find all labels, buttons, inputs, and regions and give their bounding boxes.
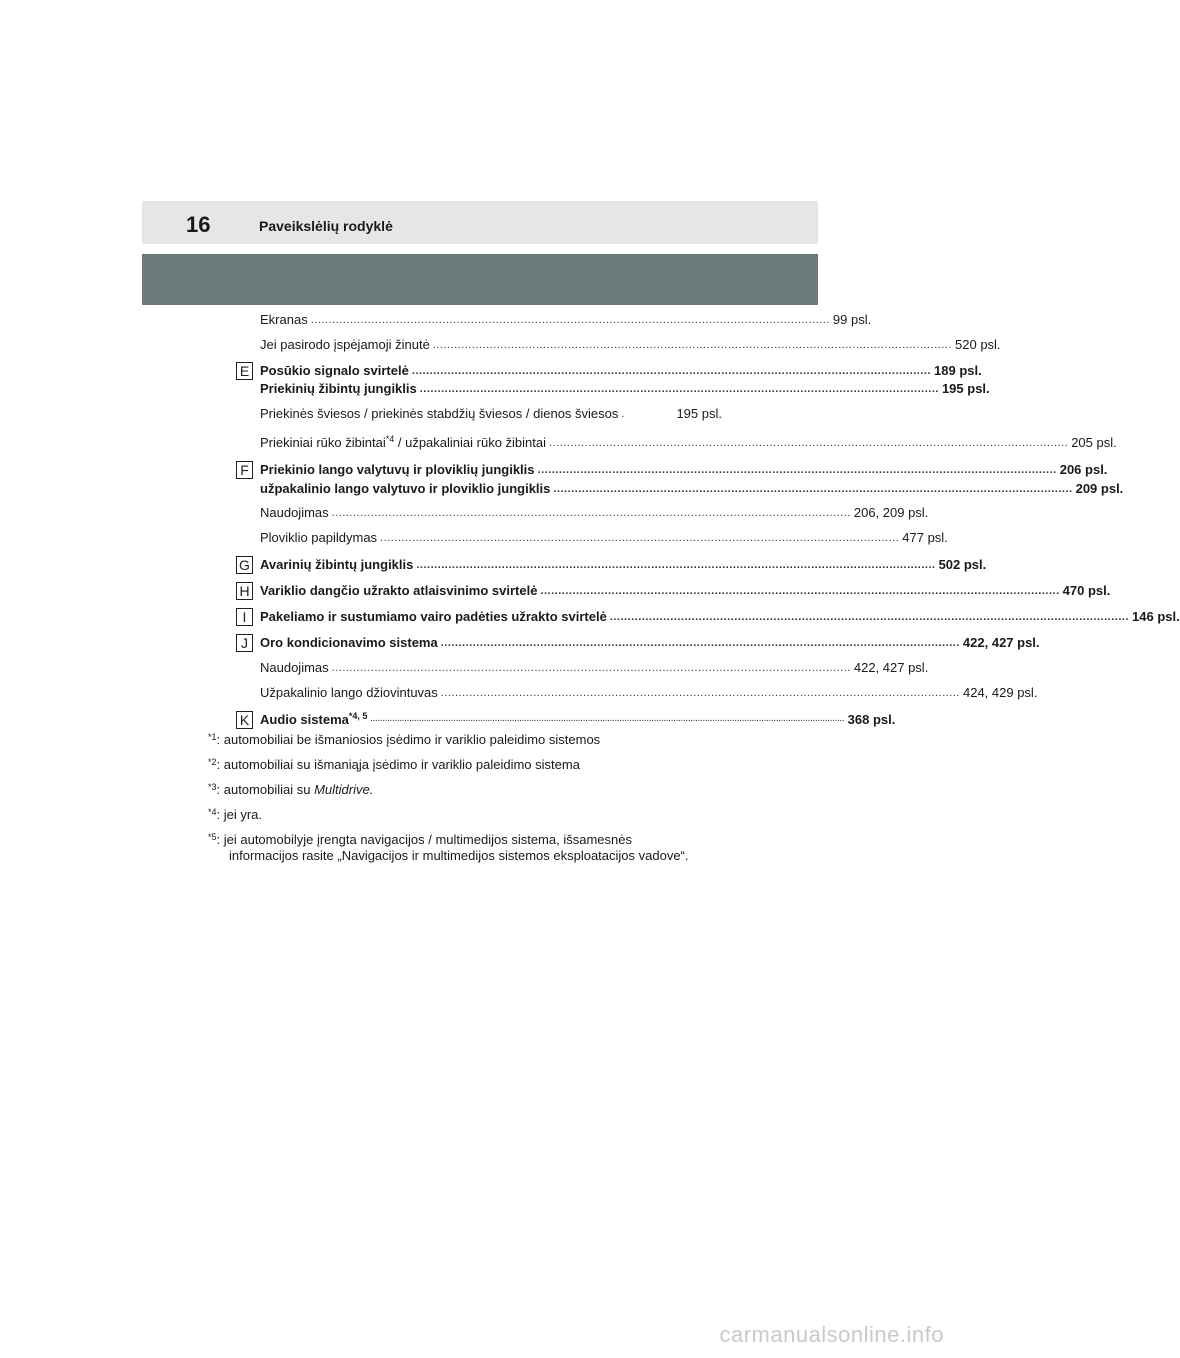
toc-entry-text: Jei pasirodo įspėjamoji žinutė [260,337,430,352]
toc-entry-page: 502 psl. [938,557,987,572]
toc-entry-page: 209 psl. [1075,481,1124,496]
toc-entry[interactable]: Priekiniai rūko žibintai$^{*4}$ / užpakaliniai rūko žibintai .................................................................................................................................................. 205 psl. [236,433,722,451]
toc-entry[interactable]: Priekinių žibintų jungiklis .................................................................................................................................................. 195 psl. [236,379,722,397]
toc-entry-text: Užpakalinio lango džiovintuvas [260,685,438,700]
toc-entry-page: 477 psl. [902,530,948,545]
toc-entry[interactable]: Pakeliamo ir sustumiamo vairo padėties užrakto svirtelė .................................................................................................................................................. 146 psl. [236,607,722,625]
toc-entry-text: Ploviklio papildymas [260,530,378,545]
footnote-mark: *1 [208,732,217,742]
toc-entry[interactable]: Naudojimas .................................................................................................................................................. 206, 209 psl. [236,503,722,521]
toc-entry-text: Naudojimas [260,505,329,520]
section-bar [142,254,818,305]
toc-entry-page: 99 psl. [832,312,872,327]
toc-entry[interactable]: Priekinės šviesos / priekinės stabdžių šviesos / dienos šviesos . 195 psl. [236,404,722,422]
toc-entry[interactable]: Užpakalinio lango džiovintuvas .................................................................................................................................................. 424, 429 psl. [236,683,722,701]
toc-entry-text: Priekinių žibintų jungiklis [260,381,417,396]
toc-entry-text: Pakeliamo ir sustumiamo vairo padėties užrakto svirtelė [260,609,607,624]
header-band [142,201,818,244]
footnote: $^{*5}$: jei automobilyje įrengta navigacijos / multimedijos sistema, išsamesnės informacijos rasite „Navigacijos ir multimedijos sistemos eksploatacijos vadove“. [208,832,689,863]
toc-entry-page: 195 psl. [676,406,722,421]
toc-entry-text: Priekiniai rūko žibintai$^{*4}$ / užpakaliniai rūko žibintai [260,434,546,450]
toc-entry[interactable]: užpakalinio lango valytuvo ir ploviklio jungiklis .................................................................................................................................................. 209 psl. [236,479,722,497]
toc-entry-text: Audio sistema$^{*4, 5}$ [260,711,368,727]
footnote-mark: *5 [208,832,217,842]
toc-entry-page: 422, 427 psl. [853,660,929,675]
footnote-mark: *3 [208,782,217,792]
toc-entry-page: 189 psl. [934,363,982,378]
footnote: $^{*3}$: automobiliai su Multidrive. [208,782,374,797]
toc-entry-page: 520 psl. [955,337,1001,352]
toc-entry-page: 206, 209 psl. [853,505,929,520]
toc-entry-page: 470 psl. [1062,583,1111,598]
toc-entry-text: užpakalinio lango valytuvo ir ploviklio jungiklis [260,481,551,496]
section-marker-e: E [236,362,253,380]
footnote: $^{*2}$: automobiliai su išmaniąja įsėdimo ir variklio paleidimo sistema [208,757,580,772]
toc-entry[interactable]: Ploviklio papildymas .................................................................................................................................................. 477 psl. [236,528,722,546]
section-marker-i: I [236,608,253,626]
toc-entry-page: 205 psl. [1071,435,1117,450]
toc-entry-page: 206 psl. [1059,462,1108,477]
section-marker-k: K [236,711,253,729]
toc-entry-text: Priekinės šviesos / priekinės stabdžių šviesos / dienos šviesos [260,406,619,421]
toc-entry[interactable]: Variklio dangčio užrakto atlaisvinimo svirtelė .................................................................................................................................................. 470 psl. [236,581,722,599]
section-marker-f: F [236,461,253,479]
watermark: carmanualsonline.info [719,1322,944,1347]
toc-entry-text: Naudojimas [260,660,329,675]
toc-entry[interactable]: Naudojimas .................................................................................................................................................. 422, 427 psl. [236,658,722,676]
toc-entry-text: Oro kondicionavimo sistema [260,635,438,650]
toc-entry-text: Priekinio lango valytuvų ir ploviklių jungiklis [260,462,535,477]
toc-entry-page: 424, 429 psl. [962,685,1038,700]
section-marker-j: J [236,634,253,652]
section-marker-g: G [236,556,253,574]
toc-entry-page: 422, 427 psl. [962,635,1040,650]
toc-entry-text: Variklio dangčio užrakto atlaisvinimo svirtelė [260,583,538,598]
footnote: $^{*4}$: jei yra. [208,807,263,822]
toc-entry-page: 146 psl. [1132,609,1180,624]
toc-entry-text: Ekranas [260,312,308,327]
toc-entry-text: Posūkio signalo svirtelė [260,363,409,378]
footnote-ref: *4 [385,434,395,444]
toc-entry[interactable]: Ekranas .................................................................................................................................................. 99 psl. [236,310,722,328]
toc-entry[interactable]: Jei pasirodo įspėjamoji žinutė .................................................................................................................................................. 520 psl. [236,335,722,353]
footnote-mark: *4 [208,807,217,817]
page-title: Paveikslėlių rodyklė [259,218,393,234]
footnote-ref: *4, 5 [348,711,368,721]
footnote-mark: *2 [208,757,217,767]
footnote: $^{*1}$: automobiliai be išmaniosios įsėdimo ir variklio paleidimo sistemos [208,732,601,747]
toc-entry-page: 195 psl. [941,381,990,396]
toc-entry-page: 368 psl. [847,712,896,727]
section-marker-h: H [236,582,253,600]
toc-entry[interactable]: Avarinių žibintų jungiklis .................................................................................................................................................. 502 psl. [236,555,722,573]
toc-entry[interactable]: Oro kondicionavimo sistema .................................................................................................................................................. 422, 427 psl. [236,633,722,651]
page-number: 16 [186,212,211,237]
toc-entry[interactable]: Posūkio signalo svirtelė .................................................................................................................................................. 189 psl. [236,361,722,379]
toc-entry-text: Avarinių žibintų jungiklis [260,557,414,572]
toc-entry[interactable]: Priekinio lango valytuvų ir ploviklių jungiklis .................................................................................................................................................. 206 psl. [236,460,722,478]
toc-entry[interactable]: Audio sistema$^{*4, 5}$ .................................................................................................................................................................................................. 368 psl. [236,710,722,728]
